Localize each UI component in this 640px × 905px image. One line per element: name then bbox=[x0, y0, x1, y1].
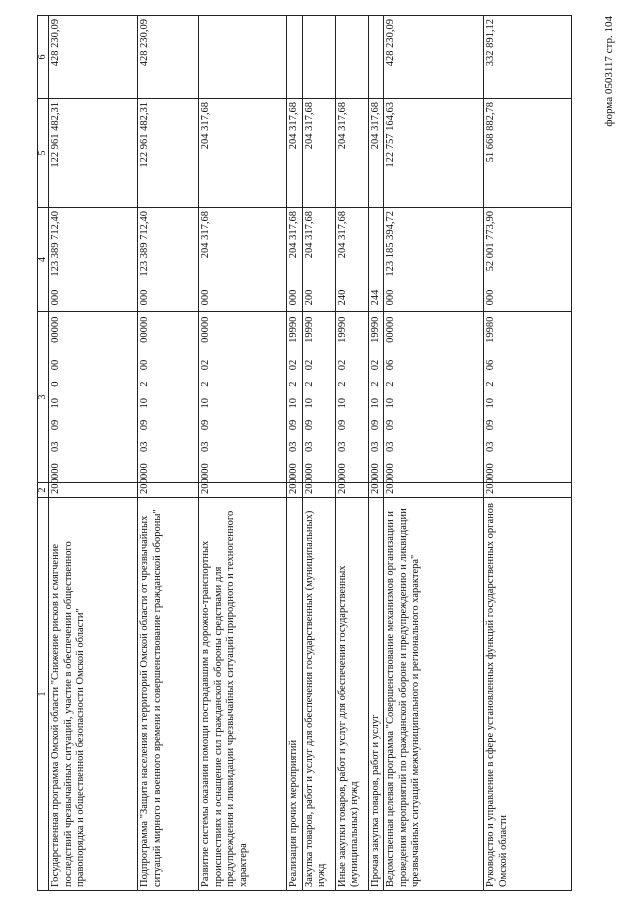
budget-execution-table bbox=[37, 15, 572, 891]
column-number-row bbox=[38, 16, 49, 891]
executed-amount: 122 961 482,31 bbox=[138, 99, 199, 208]
unexecuted-amount bbox=[335, 16, 368, 99]
column-header: 4 bbox=[38, 208, 49, 312]
executed-amount: 122 961 482,31 bbox=[49, 99, 138, 208]
table-row bbox=[302, 16, 335, 891]
approved-amount: 204 317,68 bbox=[335, 208, 368, 312]
table-row bbox=[49, 16, 138, 891]
line-code: 200 bbox=[335, 483, 368, 498]
budget-classification-code: 000 03 09 10 2 02 19990 000 bbox=[287, 312, 303, 483]
line-code: 200 bbox=[384, 483, 484, 498]
budget-classification-code: 000 03 09 10 2 02 19990 244 bbox=[368, 312, 384, 483]
executed-amount: 122 757 164,63 bbox=[384, 99, 484, 208]
approved-amount: 204 317,68 bbox=[302, 208, 335, 312]
unexecuted-amount: 428 230,09 bbox=[49, 16, 138, 99]
indicator-name: Прочая закупка товаров, работ и услуг bbox=[368, 498, 384, 891]
line-code: 200 bbox=[49, 483, 138, 498]
table-row bbox=[335, 16, 368, 891]
unexecuted-amount bbox=[287, 16, 303, 99]
approved-amount: 123 185 394,72 bbox=[384, 208, 484, 312]
approved-amount: 52 001 773,90 bbox=[484, 208, 572, 312]
form-number-label: форма 0503117 стр. 104 bbox=[603, 16, 615, 127]
table-row bbox=[484, 16, 572, 891]
column-header: 3 bbox=[38, 312, 49, 483]
line-code: 200 bbox=[138, 483, 199, 498]
unexecuted-amount bbox=[199, 16, 287, 99]
indicator-name: Развитие системы оказания помощи пострадавшим в дорожно-транспортных происшествиях и оснащение сил гражданской обороны средствами для предупреждения и ликвидации чрезвычайных ситуаций природного и техногенного характера bbox=[199, 498, 287, 891]
column-header: 6 bbox=[38, 16, 49, 99]
unexecuted-amount bbox=[302, 16, 335, 99]
line-code: 200 bbox=[199, 483, 287, 498]
table-row bbox=[199, 16, 287, 891]
column-header: 2 bbox=[38, 483, 49, 498]
column-header: 5 bbox=[38, 99, 49, 208]
budget-classification-code: 000 03 09 10 2 02 19990 200 bbox=[302, 312, 335, 483]
line-code: 200 bbox=[368, 483, 384, 498]
line-code: 200 bbox=[287, 483, 303, 498]
table-row bbox=[138, 16, 199, 891]
unexecuted-amount bbox=[368, 16, 384, 99]
line-code: 200 bbox=[484, 483, 572, 498]
indicator-name: Реализация прочих мероприятий bbox=[287, 498, 303, 891]
unexecuted-amount: 428 230,09 bbox=[384, 16, 484, 99]
approved-amount: 123 389 712,40 bbox=[138, 208, 199, 312]
approved-amount: 204 317,68 bbox=[287, 208, 303, 312]
budget-classification-code: 000 03 09 10 2 06 00000 000 bbox=[384, 312, 484, 483]
indicator-name: Подпрограмма "Защита населения и территорий Омской области от чрезвычайных ситуаций мирного и военного времени и совершенствование гражданской обороны" bbox=[138, 498, 199, 891]
approved-amount: 123 389 712,40 bbox=[49, 208, 138, 312]
indicator-name: Руководство и управление в сфере установленных функций государственных органов Омской области bbox=[484, 498, 572, 891]
unexecuted-amount: 332 891,12 bbox=[484, 16, 572, 99]
indicator-name: Закупка товаров, работ и услуг для обеспечения государственных (муниципальных) нужд bbox=[302, 498, 335, 891]
column-header: 1 bbox=[38, 498, 49, 891]
executed-amount: 204 317,68 bbox=[287, 99, 303, 208]
executed-amount: 204 317,68 bbox=[302, 99, 335, 208]
budget-classification-code: 000 03 09 10 2 06 19980 000 bbox=[484, 312, 572, 483]
unexecuted-amount: 428 230,09 bbox=[138, 16, 199, 99]
budget-classification-code: 000 03 09 10 2 00 00000 000 bbox=[138, 312, 199, 483]
table-row bbox=[287, 16, 303, 891]
table-row bbox=[368, 16, 384, 891]
indicator-name: Ведомственная целевая программа "Совершенствование механизмов организации и проведения мероприятий по гражданской обороне и предупреждению и ликвидации чрезвычайных ситуаций межмуниципального и регионального характера" bbox=[384, 498, 484, 891]
executed-amount: 204 317,68 bbox=[368, 99, 384, 208]
executed-amount: 204 317,68 bbox=[199, 99, 287, 208]
executed-amount: 51 668 882,78 bbox=[484, 99, 572, 208]
budget-classification-code: 000 03 09 10 2 02 00000 000 bbox=[199, 312, 287, 483]
approved-amount: 204 317,68 bbox=[199, 208, 287, 312]
executed-amount: 204 317,68 bbox=[335, 99, 368, 208]
indicator-name: Иные закупки товаров, работ и услуг для обеспечения государственных (муниципальных) нужд bbox=[335, 498, 368, 891]
budget-classification-code: 000 03 09 10 0 00 00000 000 bbox=[49, 312, 138, 483]
budget-classification-code: 000 03 09 10 2 02 19990 240 bbox=[335, 312, 368, 483]
indicator-name: Государственная программа Омской области "Снижение рисков и смягчение последствий чрезвычайных ситуаций, участие в обеспечении общественного правопорядка и общественной безопасности Омской области" bbox=[49, 498, 138, 891]
line-code: 200 bbox=[302, 483, 335, 498]
table-row bbox=[384, 16, 484, 891]
